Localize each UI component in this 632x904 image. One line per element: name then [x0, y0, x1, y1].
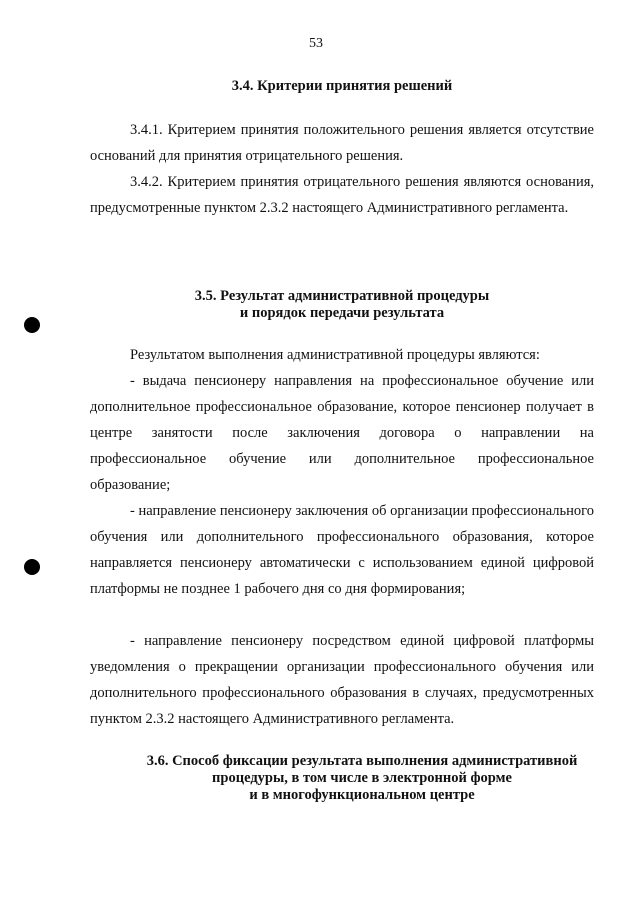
- section-3-6-title: [100, 753, 624, 804]
- section-3-5-title: [90, 288, 594, 322]
- binder-hole-bottom: [24, 559, 40, 575]
- section-3-4-title-text: 3.4. Критерии принятия решений: [231, 78, 453, 94]
- result-item-3: - направление пенсионеру посредством единой цифровой платформы уведомления о прекращении организации профессионального обучения или дополнительного профессионального образования в случаях, предусмотренных пунктом 2.3.2 настоящего Административного регламента.: [90, 633, 594, 727]
- section-3-4-title: [90, 78, 594, 95]
- paragraph-3-4-1: 3.4.1. Критерием принятия положительного решения является отсутствие оснований для принятия отрицательного решения.: [90, 122, 594, 164]
- page-number: 53: [309, 36, 323, 51]
- result-item-1: - выдача пенсионеру направления на профессиональное обучение или дополнительное профессиональное образование, которое пенсионер получает в центре занятости после заключения договора о направлении на профессиональное обучение или дополнительное профессиональное образование;: [90, 373, 594, 493]
- section-3-5-title-line2: и порядок передачи результата: [239, 305, 445, 321]
- section-3-6-title-line1: 3.6. Способ фиксации результата выполнения административной: [146, 753, 578, 769]
- section-3-6-title-line2: процедуры, в том числе в электронной форме: [212, 770, 512, 786]
- paragraph-3-4-2: 3.4.2. Критерием принятия отрицательного решения являются основания, предусмотренные пунктом 2.3.2 настоящего Административного регламента.: [90, 174, 594, 216]
- binder-hole-top: [24, 317, 40, 333]
- result-item-2: - направление пенсионеру заключения об организации профессионального обучения или дополнительного профессионального образования, которое направляется пенсионеру автоматически с использованием единой цифровой платформы не позднее 1 рабочего дня со дня формирования;: [90, 503, 594, 597]
- section-3-5-intro: Результатом выполнения административной процедуры являются:: [130, 347, 540, 363]
- section-3-6-title-line3: и в многофункциональном центре: [249, 787, 475, 803]
- section-3-5-title-line1: 3.5. Результат административной процедуры: [194, 288, 490, 304]
